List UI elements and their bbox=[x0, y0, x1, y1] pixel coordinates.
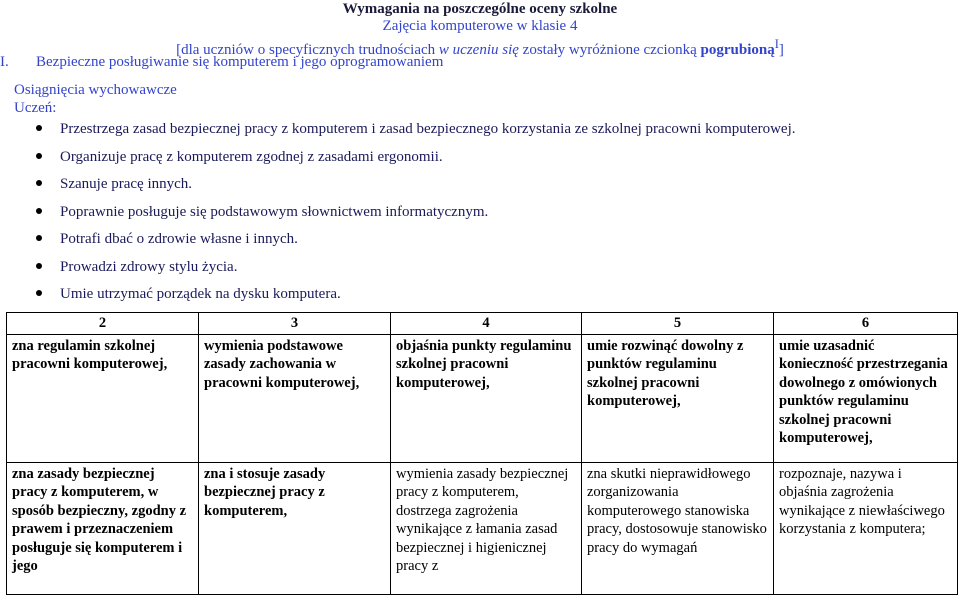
bullet-item bbox=[36, 121, 796, 138]
bullet-item bbox=[36, 286, 341, 303]
bullet-item bbox=[36, 231, 298, 248]
bullet-icon bbox=[36, 235, 42, 241]
grade-header: 4 bbox=[391, 313, 582, 335]
note-italic: w uczeniu się bbox=[435, 42, 519, 58]
grade-header: 2 bbox=[7, 313, 199, 335]
document-subtitle: Zajęcia komputerowe w klasie 4 bbox=[382, 18, 578, 34]
bullet-icon bbox=[36, 180, 42, 186]
section-title: Bezpieczne posługiwanie się komputerem i jego oprogramowaniem bbox=[36, 54, 444, 70]
bullet-item bbox=[36, 149, 443, 166]
bullet-item bbox=[36, 259, 237, 276]
table-cell: wymienia podstawowe zasady zachowania w pracowni komputerowej, bbox=[199, 334, 391, 462]
table-cell: zna i stosuje zasady bezpiecznej pracy z komputerem, bbox=[199, 462, 391, 594]
table-cell: zna regulamin szkolnej pracowni komputerowej, bbox=[7, 334, 199, 462]
note-prefix: [dla uczniów o specyficznych trudnościach bbox=[176, 42, 436, 58]
table-cell: zna skutki nieprawidłowego zorganizowania komputerowego stanowiska pracy, dostosowuje stanowisko pracy do wymagań bbox=[582, 462, 774, 594]
table-cell: rozpoznaje, nazywa i objaśnia zagrożenia wynikające z niewłaściwego korzystania z komputera; bbox=[774, 462, 958, 594]
bullet-icon bbox=[36, 208, 42, 214]
grade-header-row bbox=[7, 313, 958, 335]
grade-header: 5 bbox=[582, 313, 774, 335]
bullet-icon bbox=[36, 125, 42, 131]
bullet-icon bbox=[36, 153, 42, 159]
bullet-text: Przestrzega zasad bezpiecznej pracy z komputerem i zasad bezpiecznego korzystania ze szkolnej pracowni komputerowej. bbox=[60, 121, 796, 137]
section-heading bbox=[0, 54, 443, 71]
note-bold: pogrubioną bbox=[700, 42, 775, 58]
table-cell: umie uzasadnić konieczność przestrzegania dowolnego z omówionych punktów regulaminu szkolnej pracowni komputerowej, bbox=[774, 334, 958, 462]
grade-header: 6 bbox=[774, 313, 958, 335]
bullet-text: Szanuje pracę innych. bbox=[60, 176, 193, 192]
achievements-label: Osiągnięcia wychowawcze bbox=[14, 82, 177, 98]
bullet-text: Organizuje pracę z komputerem zgodnej z zasadami ergonomii. bbox=[60, 149, 443, 165]
bullet-icon bbox=[36, 290, 42, 296]
note-middle: zostały wyróżnione czcionką bbox=[518, 42, 701, 58]
bullet-item bbox=[36, 204, 488, 221]
table-cell: zna zasady bezpiecznej pracy z komputerem, w sposób bezpieczny, zgodny z prawem i przeznaczeniem posługuje się komputerem i jego bbox=[7, 462, 199, 594]
grade-header: 3 bbox=[199, 313, 391, 335]
table-cell: umie rozwinąć dowolny z punktów regulaminu szkolnej pracowni komputerowej, bbox=[582, 334, 774, 462]
section-number: I. bbox=[0, 54, 9, 70]
bullet-text: Potrafi dbać o zdrowie własne i innych. bbox=[60, 231, 298, 247]
table-cell: wymienia zasady bezpiecznej pracy z komputerem, dostrzega zagrożenia wynikające z łamania zasad bezpiecznej i higienicznej pracy z bbox=[391, 462, 582, 594]
document-title: Wymagania na poszczególne oceny szkolne bbox=[342, 1, 618, 17]
table-cell: objaśnia punkty regulaminu szkolnej pracowni komputerowej, bbox=[391, 334, 582, 462]
bullet-icon bbox=[36, 263, 42, 269]
note-suffix: ] bbox=[778, 42, 784, 58]
bullet-text: Poprawnie posługuje się podstawowym słownictwem informatycznym. bbox=[60, 204, 489, 220]
bullet-item bbox=[36, 176, 192, 193]
requirements-table bbox=[6, 312, 958, 595]
table-row bbox=[7, 334, 958, 462]
bullet-text: Prowadzi zdrowy stylu życia. bbox=[60, 259, 238, 275]
table-row bbox=[7, 462, 958, 594]
bullet-text: Umie utrzymać porządek na dysku komputera. bbox=[60, 286, 341, 302]
note-superscript: I bbox=[774, 37, 779, 51]
student-label: Uczeń: bbox=[14, 100, 57, 116]
